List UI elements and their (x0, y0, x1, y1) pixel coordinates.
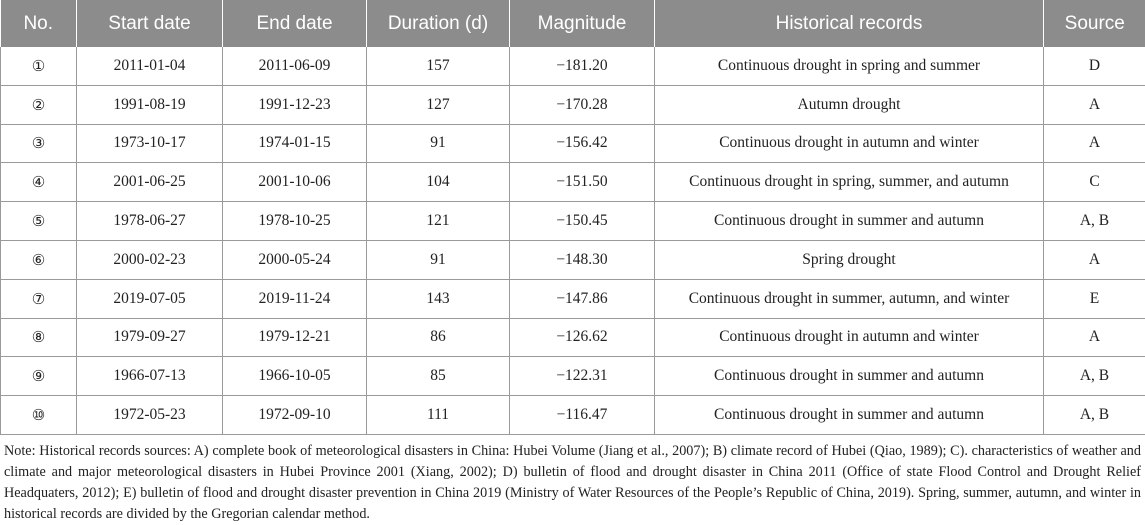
cell-start-date: 1979-09-27 (77, 318, 223, 357)
cell-historical-record: Continuous drought in summer and autumn (655, 202, 1044, 241)
cell-source: A (1044, 318, 1145, 357)
cell-duration: 91 (367, 240, 510, 279)
table-row (1, 124, 1145, 163)
cell-end-date: 1991-12-23 (223, 85, 367, 124)
cell-start-date: 1991-08-19 (77, 85, 223, 124)
cell-source: A (1044, 124, 1145, 163)
header-no: No. (1, 0, 77, 47)
table-row (1, 396, 1145, 435)
cell-duration: 121 (367, 202, 510, 241)
cell-no: ② (1, 85, 77, 124)
cell-end-date: 2019-11-24 (223, 279, 367, 318)
header-magnitude: Magnitude (510, 0, 655, 47)
cell-historical-record: Continuous drought in summer, autumn, and winter (655, 279, 1044, 318)
table-row (1, 279, 1145, 318)
cell-end-date: 2000-05-24 (223, 240, 367, 279)
cell-no: ⑦ (1, 279, 77, 318)
cell-source: A (1044, 240, 1145, 279)
cell-magnitude: −156.42 (510, 124, 655, 163)
cell-no: ⑤ (1, 202, 77, 241)
cell-historical-record: Continuous drought in summer and autumn (655, 396, 1044, 435)
table-row (1, 85, 1145, 124)
cell-historical-record: Continuous drought in spring and summer (655, 47, 1044, 85)
cell-duration: 85 (367, 357, 510, 396)
cell-historical-record: Continuous drought in autumn and winter (655, 318, 1044, 357)
cell-historical-record: Continuous drought in autumn and winter (655, 124, 1044, 163)
cell-magnitude: −148.30 (510, 240, 655, 279)
cell-end-date: 1966-10-05 (223, 357, 367, 396)
table-row (1, 163, 1145, 202)
cell-magnitude: −122.31 (510, 357, 655, 396)
cell-no: ⑧ (1, 318, 77, 357)
cell-duration: 86 (367, 318, 510, 357)
table-note: Note: Historical records sources: A) complete book of meteorological disasters in China: Hubei Volume (Jiang et al., 2007); B) climate record of Hubei (Qiao, 1989); C). characteristics of weather and climate and major meteorological disasters in Hubei Province 2001 (Xiang, 2002); D) bulletin of flood and drought disaster in China 2011 (Office of state Flood Control and Drought Relief Headquaters, 2012); E) bulletin of flood and drought disaster prevention in China 2019 (Ministry of Water Resources of the People’s Republic of China, 2019). Spring, summer, autumn, and winter in historical records are divided by the Gregorian calendar method. (4, 441, 1141, 525)
table-row (1, 47, 1145, 85)
cell-start-date: 2011-01-04 (77, 47, 223, 85)
cell-source: A, B (1044, 202, 1145, 241)
cell-end-date: 1979-12-21 (223, 318, 367, 357)
header-duration: Duration (d) (367, 0, 510, 47)
cell-source: A, B (1044, 357, 1145, 396)
cell-start-date: 2001-06-25 (77, 163, 223, 202)
cell-end-date: 1974-01-15 (223, 124, 367, 163)
cell-magnitude: −126.62 (510, 318, 655, 357)
table-row (1, 357, 1145, 396)
header-start-date: Start date (77, 0, 223, 47)
table-row (1, 318, 1145, 357)
cell-duration: 104 (367, 163, 510, 202)
cell-duration: 143 (367, 279, 510, 318)
cell-start-date: 1966-07-13 (77, 357, 223, 396)
cell-no: ⑥ (1, 240, 77, 279)
header-row (1, 0, 1145, 47)
cell-magnitude: −181.20 (510, 47, 655, 85)
header-historical-records: Historical records (655, 0, 1044, 47)
table-row (1, 240, 1145, 279)
cell-end-date: 2001-10-06 (223, 163, 367, 202)
cell-duration: 91 (367, 124, 510, 163)
cell-source: D (1044, 47, 1145, 85)
cell-no: ⑨ (1, 357, 77, 396)
cell-magnitude: −151.50 (510, 163, 655, 202)
cell-source: A (1044, 85, 1145, 124)
cell-start-date: 2019-07-05 (77, 279, 223, 318)
cell-end-date: 2011-06-09 (223, 47, 367, 85)
cell-magnitude: −150.45 (510, 202, 655, 241)
cell-source: A, B (1044, 396, 1145, 435)
cell-no: ④ (1, 163, 77, 202)
cell-historical-record: Continuous drought in summer and autumn (655, 357, 1044, 396)
cell-historical-record: Spring drought (655, 240, 1044, 279)
cell-magnitude: −116.47 (510, 396, 655, 435)
cell-duration: 111 (367, 396, 510, 435)
cell-historical-record: Autumn drought (655, 85, 1044, 124)
cell-start-date: 1978-06-27 (77, 202, 223, 241)
cell-magnitude: −170.28 (510, 85, 655, 124)
cell-end-date: 1972-09-10 (223, 396, 367, 435)
cell-no: ③ (1, 124, 77, 163)
cell-source: E (1044, 279, 1145, 318)
cell-historical-record: Continuous drought in spring, summer, and autumn (655, 163, 1044, 202)
cell-duration: 157 (367, 47, 510, 85)
header-source: Source (1044, 0, 1145, 47)
cell-source: C (1044, 163, 1145, 202)
header-end-date: End date (223, 0, 367, 47)
cell-duration: 127 (367, 85, 510, 124)
cell-no: ⑩ (1, 396, 77, 435)
cell-no: ① (1, 47, 77, 85)
table-row (1, 202, 1145, 241)
cell-start-date: 2000-02-23 (77, 240, 223, 279)
cell-magnitude: −147.86 (510, 279, 655, 318)
cell-end-date: 1978-10-25 (223, 202, 367, 241)
cell-start-date: 1973-10-17 (77, 124, 223, 163)
cell-start-date: 1972-05-23 (77, 396, 223, 435)
